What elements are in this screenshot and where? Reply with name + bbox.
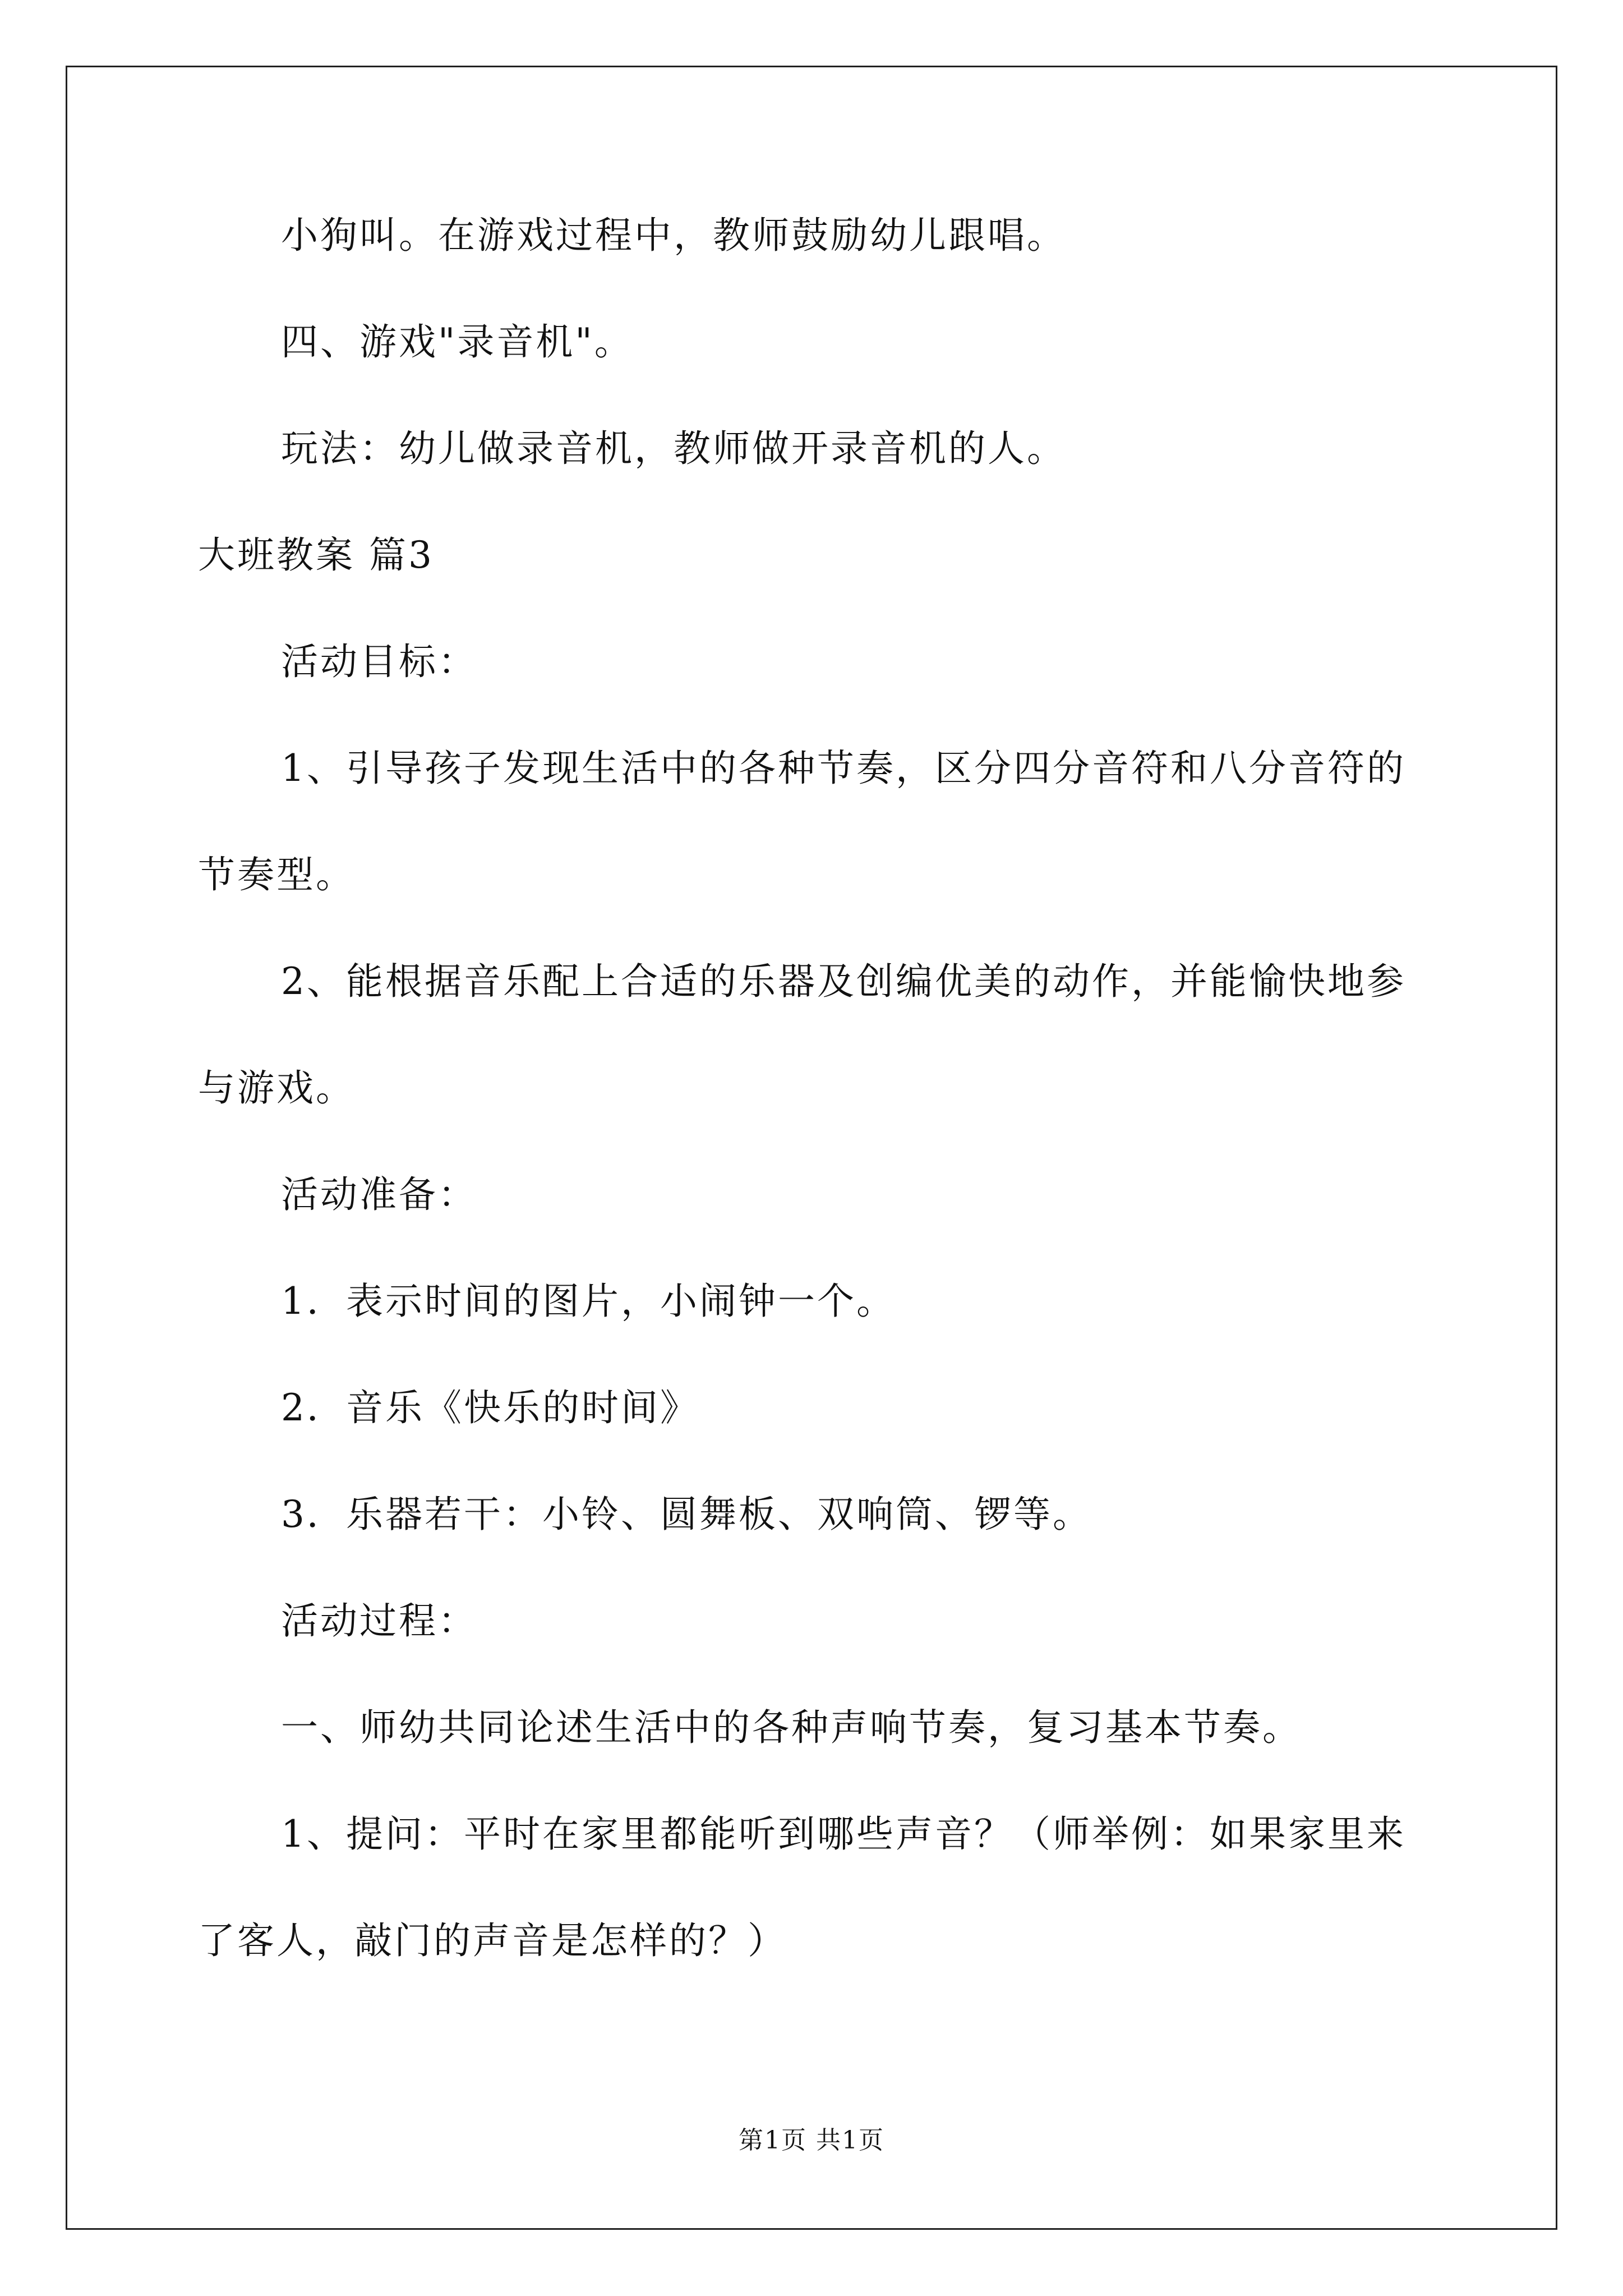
page-border bbox=[66, 66, 1557, 2230]
paragraph: 活动目标： bbox=[281, 640, 477, 683]
paragraph-continuation: 节奏型。 bbox=[198, 853, 355, 896]
paragraph: 玩法：幼儿做录音机，教师做开录音机的人。 bbox=[281, 427, 1066, 470]
paragraph-continuation: 了客人，敲门的声音是怎样的？） bbox=[198, 1919, 787, 1962]
paragraph: 小狗叫。在游戏过程中，教师鼓励幼儿跟唱。 bbox=[281, 214, 1066, 257]
paragraph: 1、提问：平时在家里都能听到哪些声音？（师举例：如果家里来 bbox=[281, 1812, 1406, 1856]
paragraph: 一、师幼共同论述生活中的各种声响节奏，复习基本节奏。 bbox=[281, 1706, 1302, 1749]
paragraph: 活动准备： bbox=[281, 1173, 477, 1216]
page-footer: 第1页 共1页 bbox=[739, 2126, 884, 2155]
section-heading: 大班教案 篇3 bbox=[198, 533, 434, 577]
paragraph: 1．表示时间的图片，小闹钟一个。 bbox=[281, 1280, 896, 1323]
paragraph: 活动过程： bbox=[281, 1599, 477, 1642]
paragraph-continuation: 与游戏。 bbox=[198, 1066, 355, 1110]
paragraph: 2、能根据音乐配上合适的乐器及创编优美的动作，并能愉快地参 bbox=[281, 960, 1406, 1003]
paragraph: 1、引导孩子发现生活中的各种节奏，区分四分音符和八分音符的 bbox=[281, 747, 1406, 790]
paragraph: 2．音乐《快乐的时间》 bbox=[281, 1386, 699, 1429]
paragraph: 四、游戏"录音机"。 bbox=[281, 320, 634, 364]
paragraph: 3．乐器若干：小铃、圆舞板、双响筒、锣等。 bbox=[281, 1493, 1092, 1536]
